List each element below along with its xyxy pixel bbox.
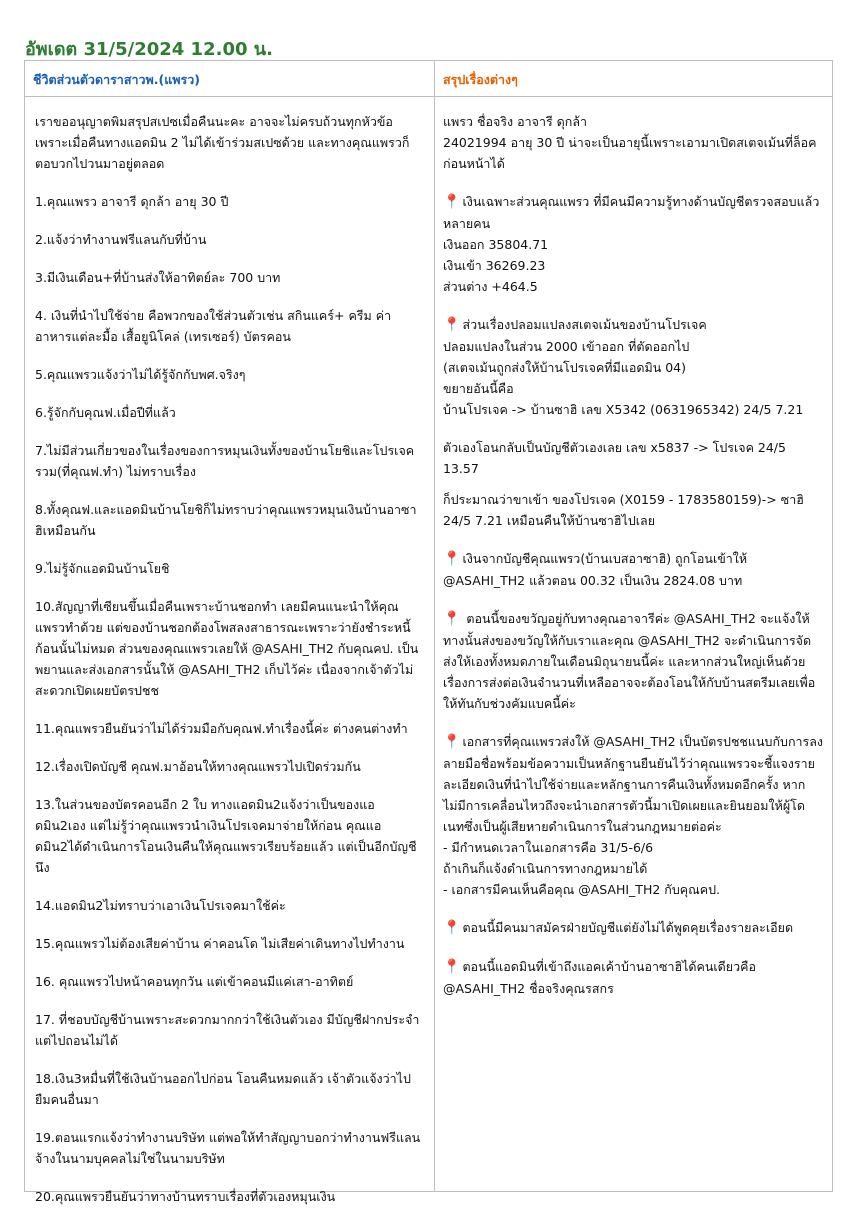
summary-item [443, 956, 823, 999]
numbered-item: 10.สัญญาที่เซียนขึ้นเมื่อคืนเพราะบ้านชอกทำ เลยมีคนแนะนำให้คุณแพรวทำด้วย แต่ของบ้านชอกต้องโพสลงสาธารณะเพราะว่ายังชำระหนี้ก้อนนั้นไม่หมด ส่วนของคุณแพรวเลยให้ @ASAHI_TH2 กับคุณคป. เป็นพยานและส่งเอกสารนั้นให้ @ASAHI_TH2 เก็บไว้ค่ะ เนื่องจากเจ้าตัวไม่สะดวกเปิดเผยบัตรปชช [35, 599, 419, 698]
numbered-item: 17. ที่ชอบบัญชีบ้านเพราะสะดวกมากกว่าใช้เงินตัวเอง มีบัญชีฝากประจำแต่ไปถอนไม่ได้ [35, 1012, 420, 1048]
numbered-item: 19.ตอนแรกแจ้งว่าทำงานบริษัท แต่พอให้ทำสัญญาบอกว่าทำงานฟรีแลน จ้างในนามบุคคลไม่ใช่ในนามบริษัท [35, 1130, 421, 1166]
summary-text: แพรว ชื่อจริง อาจารี ดุกล้า 24021994 อายุ 30 ปี น่าจะเป็นอายุนี้เพราะเอามาเปิดสเตจเม้นที่ล็อคก่อนหน้าได้ [443, 114, 817, 171]
numbered-item: 16. คุณแพรวไปหน้าคอนทุกวัน แต่เข้าคอนมีแค่เสา-อาทิตย์ [35, 974, 354, 989]
summary-text: ตอนนี้มีคนมาสมัครฝ่ายบัญชีแต่ยังไม่ได้พูดคุยเรื่องรายละเอียด [462, 920, 794, 935]
numbered-item: 13.ในส่วนของบัตรคอนอีก 2 ใบ ทางแอดมิน2แจ้งว่าเป็นของแอดมิน2เอง แต่ไม่รู้ว่าคุณแพรวนำเงินโปรเจคมาจ่ายให้ก่อน คุณแอดมิน2ได้ดำเนินการโอนเงินคืนให้คุณแพรวเรียบร้อยแล้ว แต่เป็นอีกบัญชีนึง [35, 797, 417, 875]
summary-text: เงินเฉพาะส่วนคุณแพรว ที่มีคนมีความรู้ทางด้านบัญชีตรวจสอบแล้วหลายคน เงินออก 35804.71 เงินเข้า 36269.23 ส่วนต่าง +464.5 [443, 194, 820, 294]
summary-item [443, 917, 823, 939]
summary-text: เงินจากบัญชีคุณแพรว(บ้านเบสอาซาฮิ) ถูกโอนเข้าให้ @ASAHI_TH2 แล้วตอน 00.32 เป็นเงิน 2824.08 บาท [443, 551, 748, 588]
intro-paragraph: เราขออนุญาตพิมสรุปสเปซเมื่อคืนนะคะ อาจจะไม่ครบถ้วนทุกหัวข้อ เพราะเมื่อคืนทางแอดมิน 2 ไม่ได้เข้าร่วมสเปซด้วย และทางคุณแพรวก็ตอบวกไปวนมาอยู่ตลอด [35, 114, 410, 171]
pin-icon: 📍 [443, 734, 461, 750]
pin-icon: 📍 [443, 920, 461, 936]
summary-text: ก็ประมาณว่าขาเข้า ของโปรเจค (X0159 - 1783580159)-> ซาฮิ 24/5 7.21 เหมือนคืนให้บ้านซาฮิไปเลย [443, 492, 804, 528]
summary-text: เอกสารที่คุณแพรวส่งให้ @ASAHI_TH2 เป็นบัตรปชชแนบกับการลงลายมือชื่อพร้อมข้อความเป็นหลักฐานยืนยันไว้ว่าคุณแพรวจะชี้แจงรายละเอียดเงินที่นำไปใช้จ่ายและหลักฐานการคืนเงินทั้งหมดอีกครั้ง หากไม่มีการเคลื่อนไหวถึงจะนำเอกสารตัวนี้มาเปิดเผยและยินยอมให้ผู้โดเนทซึ่งเป็นผู้เสียหายดำเนินการในส่วนกฎหมายต่อค่ะ - มีกำหนดเวลาในเอกสารคือ 31/5-6/6 ถ้าเกินก็แจ้งดำเนินการทางกฎหมายได้ - เอกสารมีคนเห็นคือคุณ @ASAHI_TH2 กับคุณคป. [443, 734, 824, 897]
left-column-header: ชีวิตส่วนตัวดาราสาวพ.(แพรว) [33, 72, 200, 87]
numbered-item: 7.ไม่มีส่วนเกี่ยวของในเรื่องของการหมุนเงินทั้งของบ้านโยชิและโปรเจครวม(ที่คุณฟ.ทำ) ไม่ทราบเรื่อง [35, 443, 415, 479]
summary-table [24, 60, 833, 1204]
numbered-item: 15.คุณแพรวไม่ต้องเสียค่าบ้าน ค่าคอนโด ไม่เสียค่าเดินทางไปทำงาน [35, 936, 405, 951]
pin-icon: 📍 [443, 194, 461, 210]
numbered-item: 14.แอดมิน2ไม่ทราบว่าเอาเงินโปรเจคมาใช้ค่ะ [35, 898, 286, 913]
pin-icon: 📍 [443, 551, 461, 567]
summary-item [443, 548, 823, 591]
summary-text: ตอนนี้ของขวัญอยู่กับทางคุณอาจารีค่ะ @ASAHI_TH2 จะแจ้งให้ทางนั้นส่งของขวัญให้กับเราและคุณ @ASAHI_TH2 จะดำเนินการจัดส่งให้เองทั้งหมดภายในเดือนมิถุนายนนี้ค่ะ และหากส่วนใหญ่เห็นด้วยเรื่องการส่งต่อเงินจำนวนที่เหลืออาจจะต้องโอนให้กับบ้านสตรีมเลยเพื่อให้ทันกับช่วงคัมแบคนี้ค่ะ [443, 611, 816, 711]
left-column [35, 111, 423, 1224]
numbered-item: 11.คุณแพรวยืนยันว่าไม่ได้ร่วมมือกับคุณฟ.ทำเรื่องนี้ค่ะ ต่างคนต่างทำ [35, 721, 408, 736]
pin-icon: 📍 [443, 317, 461, 333]
summary-text: ตอนนี้แอดมินที่เข้าถึงแอคเค้าบ้านอาซาฮิได้คนเดียวคือ @ASAHI_TH2 ชื่อจริงคุณรสกร [443, 959, 757, 996]
summary-item [443, 608, 823, 714]
numbered-item: 4. เงินที่นำไปใช้จ่าย คือพวกของใช้ส่วนตัวเช่น สกินแคร์+ ครีม ค่าอาหารแต่ละมื้อ เสื้อยูนิโคล่ (เทรเซอร์) บัตรคอน [35, 308, 392, 344]
summary-item [443, 111, 823, 174]
right-column [443, 111, 823, 1016]
pin-icon: 📍 [443, 611, 461, 627]
right-column-header: สรุปเรื่องต่างๆ [443, 72, 518, 87]
numbered-item: 2.แจ้งว่าทำงานฟรีแลนกับที่บ้าน [35, 232, 207, 247]
summary-item [443, 489, 823, 531]
numbered-item: 1.คุณแพรว อาจารี ดุกล้า อายุ 30 ปี [35, 194, 229, 209]
summary-text: ตัวเองโอนกลับเป็นบัญชีตัวเองเลย เลข x5837 -> โปรเจค 24/5 13.57 [443, 440, 786, 476]
summary-item [443, 731, 823, 900]
numbered-item: 8.ทั้งคุณฟ.และแอดมินบ้านโยชิก็ไม่ทราบว่าคุณแพรวหมุนเงินบ้านอาซาฮิเหมือนกัน [35, 502, 417, 538]
numbered-item: 18.เงิน3หมื่นที่ใช้เงินบ้านออกไปก่อน โอนคืนหมดแล้ว เจ้าตัวแจ้งว่าไปยืมคนอื่นมา [35, 1071, 411, 1107]
summary-item [443, 437, 823, 479]
numbered-item: 6.รู้จักกับคุณฟ.เมื่อปีที่แล้ว [35, 405, 176, 420]
numbered-item: 9.ไม่รู้จักแอดมินบ้านโยชิ [35, 561, 170, 576]
numbered-item: 3.มีเงินเดือน+ที่บ้านส่งให้อาทิตย์ละ 700 บาท [35, 270, 281, 285]
numbered-item: 20.คุณแพรวยืนยันว่าทางบ้านทราบเรื่องที่ตัวเองหมุนเงิน [35, 1189, 336, 1204]
summary-item [443, 314, 823, 420]
page-title: อัพเดต 31/5/2024 12.00 น. [25, 39, 273, 60]
summary-item [443, 191, 823, 297]
numbered-item: 12.เรื่องเปิดบัญชี คุณฟ.มาอ้อนให้ทางคุณแพรวไปเปิดร่วมกัน [35, 759, 361, 774]
numbered-item: 5.คุณแพรวแจ้งว่าไม่ได้รู้จักกับพศ.จริงๆ [35, 367, 246, 382]
pin-icon: 📍 [443, 959, 461, 975]
column-divider [434, 61, 435, 1191]
summary-text: ส่วนเรื่องปลอมแปลงสเตจเม้นของบ้านโปรเจค ปลอมแปลงในส่วน 2000 เข้าออก ที่ตัดออกไป (สเตจเม้นถูกส่งให้บ้านโปรเจคที่มีแอดมิน 04) ขยายอันนี้คือ บ้านโปรเจค -> บ้านซาฮิ เลข X5342 (0631965342) 24/5 7.21 [443, 317, 804, 417]
